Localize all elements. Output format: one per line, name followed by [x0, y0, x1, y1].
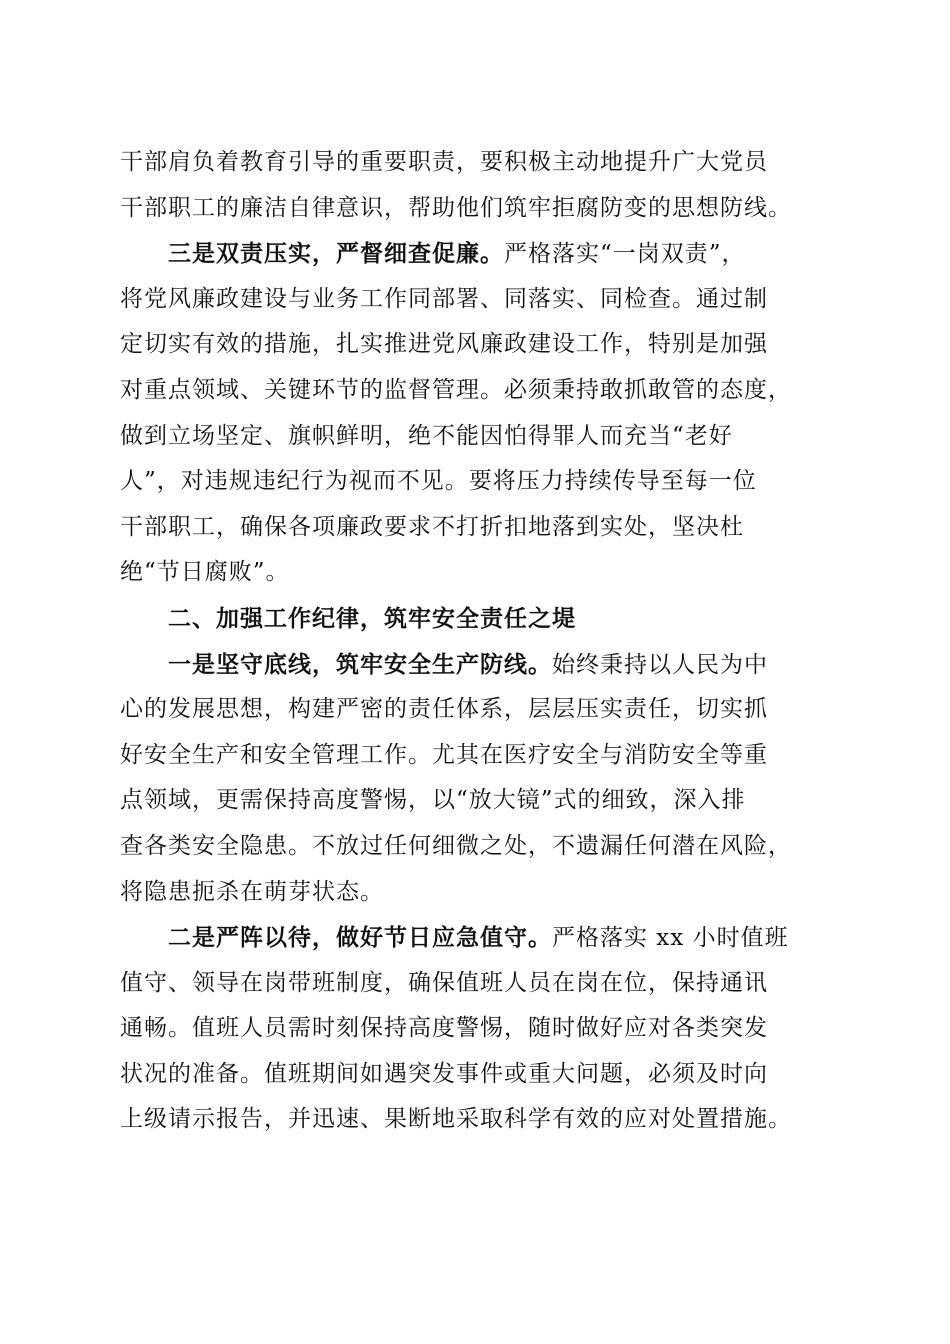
document-body — [120, 140, 840, 1143]
text-line: 将隐患扼杀在萌芽状态。 — [120, 878, 384, 905]
text-line — [120, 231, 840, 277]
text-line: 对重点领域、关键环节的监督管理。必须秉持敢抓敢管的态度， — [120, 376, 792, 403]
paragraph-lead: 二是严阵以待，做好节日应急值守。 — [168, 924, 552, 952]
text-line: 通畅。值班人员需时刻保持高度警惕，随时做好应对各类突发 — [120, 1015, 768, 1042]
paragraph-text: 严格落实“一岗双责”， — [504, 241, 746, 268]
text-line: 定切实有效的措施，扎实推进党风廉政建设工作，特别是加强 — [120, 331, 768, 358]
section-heading — [120, 596, 840, 642]
text-line: 人”，对违规违纪行为视而不见。要将压力持续传导至每一位 — [120, 468, 757, 495]
text-line: 干部职工的廉洁自律意识，帮助他们筑牢拒腐防变的思想防线。 — [120, 194, 792, 221]
text-line — [120, 915, 840, 961]
text-line: 查各类安全隐患。不放过任何细微之处，不遗漏任何潜在风险， — [120, 832, 792, 859]
paragraph-continuation — [120, 140, 840, 231]
text-line — [120, 642, 840, 688]
paragraph-text: 严格落实 xx 小时值班 — [552, 925, 789, 952]
text-line: 干部职工，确保各项廉政要求不打折扣地落到实处，坚决杜 — [120, 513, 744, 540]
paragraph-text: 始终秉持以人民为中 — [552, 651, 768, 678]
paragraph-emergency-duty — [120, 915, 840, 1143]
text-line: 做到立场坚定、旗帜鲜明，绝不能因怕得罪人而充当“老好 — [120, 422, 733, 449]
text-line: 上级请示报告，并迅速、果断地采取科学有效的应对处置措施。 — [120, 1106, 792, 1133]
paragraph-lead: 三是双责压实，严督细查促廉。 — [168, 240, 504, 268]
heading-text: 二、加强工作纪律，筑牢安全责任之堤 — [168, 604, 576, 632]
text-line: 好安全生产和安全管理工作。尤其在医疗安全与消防安全等重 — [120, 741, 768, 768]
paragraph-safety-baseline — [120, 642, 840, 916]
text-line: 点领域，更需保持高度警惕，以“放大镜”式的细致，深入排 — [120, 787, 746, 814]
text-line: 状况的准备。值班期间如遇突发事件或重大问题，必须及时向 — [120, 1060, 768, 1087]
text-line: 值守、领导在岗带班制度，确保值班人员在岗在位，保持通讯 — [120, 969, 768, 996]
paragraph-dual-responsibility — [120, 231, 840, 596]
text-line: 绝“节日腐败”。 — [120, 559, 290, 586]
text-line: 干部肩负着教育引导的重要职责，要积极主动地提升广大党员 — [120, 149, 768, 175]
paragraph-lead: 一是坚守底线，筑牢安全生产防线。 — [168, 650, 552, 678]
text-line: 将党风廉政建设与业务工作同部署、同落实、同检查。通过制 — [120, 285, 768, 312]
text-line: 心的发展思想，构建严密的责任体系，层层压实责任，切实抓 — [120, 696, 768, 723]
